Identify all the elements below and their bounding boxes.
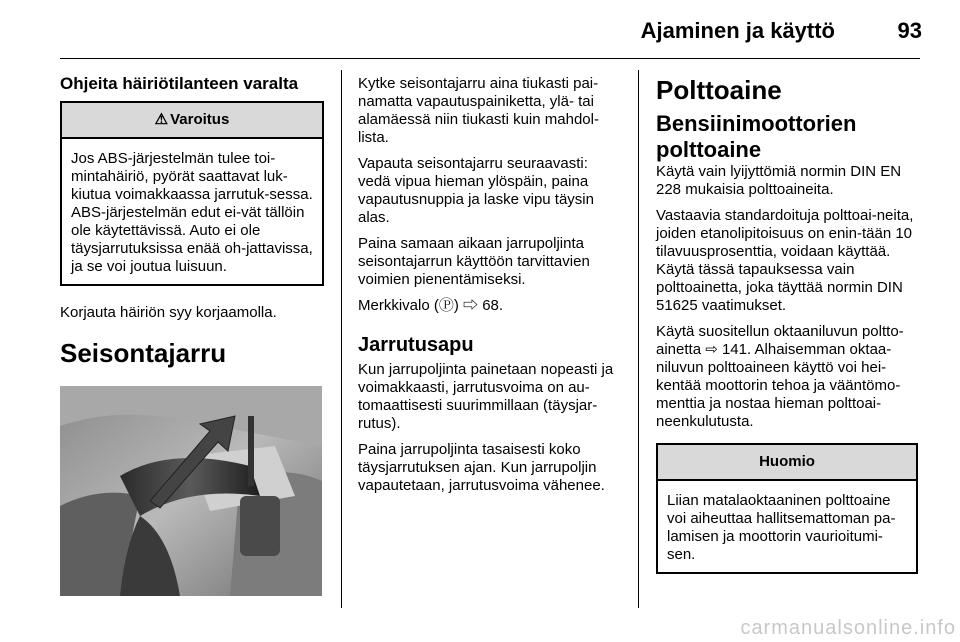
page-ref-141[interactable]: 141.	[721, 341, 752, 358]
note-box-text: Liian matalaoktaaninen polttoaine voi aiheuttaa hallitsemattoman pa-lamisen ja moottorin vaurioitumi-sen.	[667, 492, 896, 563]
parking-brake-p2: Vapauta seisontajarru seuraavasti: vedä vipua hieman ylöspäin, paina vapautusnuppia ja laske vipu täysin alas.	[358, 155, 594, 226]
fuel-p3	[656, 323, 918, 431]
column-divider-1	[341, 70, 342, 608]
warning-box-text: Jos ABS-järjestelmän tulee toi-mintahäiriö, pyörät saattavat luk-kiutua voimakkaassa jarrutuk-sessa. ABS-järjestelmän edut ei-vät tällöin ole käytettävissä. Auto ei ole täysjarrutuksissa enää oh-jattavissa, ja se voi joutua luisuun.	[71, 150, 313, 275]
right-column	[656, 75, 918, 588]
chapter-title: Ajaminen ja käyttö	[640, 18, 835, 43]
heading-petrol-fuel: Bensiinimoottorien polttoaine	[656, 111, 857, 162]
brake-assist-p2: Paina jarrupoljinta tasaisesti koko täysjarrutuksen ajan. Kun jarrupoljin vapautetaan, jarrutusvoima vähenee.	[358, 441, 605, 494]
parking-brake-illustration	[60, 386, 322, 596]
heading-parking-brake: Seisontajarru	[60, 338, 227, 368]
fuel-p1: Käytä vain lyijyttömiä normin DIN EN 228 mukaisia polttoaineita.	[656, 163, 902, 198]
fuel-p2: Vastaavia standardoituja polttoai-neita, joiden etanolipitoisuus on enin-tään 10 tilavuusprosenttia, voidaan käyttää. Käytä tässä tapauksessa vain polttoainetta, joka täyttää normin DIN 51625 vaatimukset.	[656, 207, 914, 314]
heading-brake-assist: Jarrutusapu	[358, 334, 474, 356]
page-ref-arrow-icon: ⇨	[705, 341, 718, 358]
heading-fuel: Polttoaine	[656, 75, 782, 105]
brake-assist-p1: Kun jarrupoljinta painetaan nopeasti ja voimakkaasti, jarrutusvoima on au-tomaattisesti suurimmillaan (täysjar-rutus).	[358, 361, 614, 432]
warning-box-title: Varoitus	[170, 111, 230, 128]
page-ref-68[interactable]: 68.	[482, 297, 504, 314]
indicator-label: Merkkivalo	[358, 297, 430, 314]
column-divider-2	[638, 70, 639, 608]
note-box	[656, 443, 918, 574]
watermark: carmanualsonline.info	[740, 617, 956, 639]
parking-brake-p4	[358, 297, 623, 315]
parking-brake-symbol-icon: (Ⓟ)	[433, 297, 459, 314]
header-rule	[60, 58, 920, 59]
fuel-p3-prefix: Käytä suositellun oktaaniluvun poltto-ainetta	[656, 323, 904, 358]
section-title-fault: Ohjeita häiriötilanteen varalta	[60, 74, 299, 93]
warning-triangle-icon: ⚠	[154, 111, 169, 128]
parking-brake-p3: Paina samaan aikaan jarrupoljinta seisontajarrun käyttöön tarvittavien voimien pienentämiseksi.	[358, 235, 590, 288]
parking-brake-p1: Kytke seisontajarru aina tiukasti pai-namatta vapautuspainiketta, ylä- tai alamäessä niin tiukasti kuin mahdol-lista.	[358, 75, 599, 146]
page-number: 93	[897, 18, 922, 43]
note-box-header: Huomio	[658, 445, 916, 481]
warning-box	[60, 101, 324, 286]
warning-box-header	[62, 103, 322, 139]
page-ref-arrow-icon: ⇨	[463, 297, 479, 314]
left-column	[60, 75, 324, 596]
fuel-p3-rest: Alhaisemman oktaa-niluvun polttoaineen käyttö voi hei-kentää moottorin tehoa ja vääntömo-menttia ja nostaa hieman polttoai-neenkulutusta.	[656, 341, 901, 430]
page-header	[0, 12, 960, 52]
middle-column	[358, 75, 623, 503]
repair-text: Korjauta häiriön syy korjaamolla.	[60, 304, 277, 321]
parking-brake-image	[60, 386, 324, 596]
